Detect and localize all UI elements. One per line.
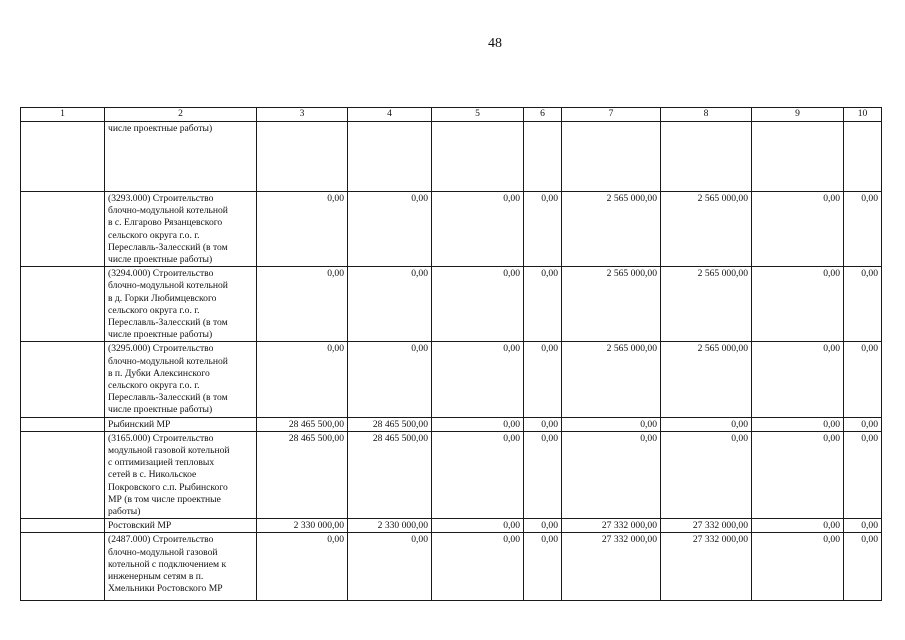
cell-col-1: [21, 417, 105, 431]
cell-col-3: 0,00: [257, 533, 348, 601]
cell-col-10: 0,00: [844, 431, 882, 518]
cell-col-8: 0,00: [661, 431, 752, 518]
description-line: Переславль-Залесский (в том: [108, 317, 228, 329]
budget-table: [20, 107, 882, 601]
description-line: Хмельники Ростовского МР: [108, 583, 223, 595]
cell-col-3: 2 330 000,00: [257, 519, 348, 533]
cell-col-10: 0,00: [844, 533, 882, 601]
description-line: числе проектные работы): [108, 123, 213, 134]
cell-col-10: 0,00: [844, 267, 882, 342]
cell-col-10: 0,00: [844, 519, 882, 533]
cell-col-4: 0,00: [348, 342, 432, 417]
header-cell-9: 9: [752, 108, 844, 122]
cell-col-10: 0,00: [844, 192, 882, 267]
cell-col-6: 0,00: [524, 533, 562, 601]
cell-col-7: [562, 122, 661, 192]
cell-col-4: 2 330 000,00: [348, 519, 432, 533]
description-line: работы): [108, 506, 141, 518]
cell-col-3: 28 465 500,00: [257, 431, 348, 518]
cell-col-10: 0,00: [844, 342, 882, 417]
header-cell-3: 3: [257, 108, 348, 122]
table-row: [21, 417, 882, 431]
cell-col-9: 0,00: [752, 342, 844, 417]
description-line: сельского округа г.о. г.: [108, 229, 200, 241]
cell-col-3: 0,00: [257, 192, 348, 267]
cell-col-1: [21, 533, 105, 601]
cell-col-1: [21, 267, 105, 342]
cell-col-7: 0,00: [562, 417, 661, 431]
description-line: Ростовский МР: [108, 520, 172, 532]
cell-col-9: 0,00: [752, 267, 844, 342]
header-cell-2: 2: [105, 108, 257, 122]
cell-description: [105, 192, 257, 267]
header-row: [21, 108, 882, 122]
cell-col-5: 0,00: [432, 431, 524, 518]
cell-description: [105, 431, 257, 518]
cell-col-4: 0,00: [348, 192, 432, 267]
table-row: [21, 533, 882, 601]
header-cell-10: 10: [844, 108, 882, 122]
cell-col-4: 28 465 500,00: [348, 431, 432, 518]
table-row: [21, 192, 882, 267]
cell-col-1: [21, 192, 105, 267]
cell-col-5: [432, 122, 524, 192]
cell-col-8: [661, 122, 752, 192]
description-line: числе проектные работы): [108, 404, 213, 416]
description-line: блочно-модульной котельной: [108, 355, 228, 367]
header-cell-7: 7: [562, 108, 661, 122]
cell-col-6: 0,00: [524, 192, 562, 267]
cell-col-8: 27 332 000,00: [661, 519, 752, 533]
cell-col-8: 2 565 000,00: [661, 342, 752, 417]
header-cell-4: 4: [348, 108, 432, 122]
cell-col-7: 2 565 000,00: [562, 192, 661, 267]
cell-col-6: 0,00: [524, 519, 562, 533]
cell-col-1: [21, 122, 105, 192]
cell-col-3: [257, 122, 348, 192]
description-line: в п. Дубки Алексинского: [108, 367, 210, 379]
table-body: [21, 122, 882, 601]
cell-col-9: 0,00: [752, 431, 844, 518]
cell-col-9: 0,00: [752, 417, 844, 431]
cell-col-8: 2 565 000,00: [661, 192, 752, 267]
description-line: числе проектные работы): [108, 329, 213, 341]
description-line: инженерным сетям в п.: [108, 571, 204, 583]
cell-col-5: 0,00: [432, 519, 524, 533]
cell-col-7: 0,00: [562, 431, 661, 518]
cell-description: [105, 122, 257, 192]
cell-col-1: [21, 342, 105, 417]
cell-col-8: 27 332 000,00: [661, 533, 752, 601]
cell-description: [105, 417, 257, 431]
cell-col-9: 0,00: [752, 192, 844, 267]
cell-col-5: 0,00: [432, 192, 524, 267]
cell-col-1: [21, 519, 105, 533]
cell-col-1: [21, 431, 105, 518]
description-line: (3295.000) Строительство: [108, 343, 214, 355]
description-line: Рыбинский МР: [108, 418, 171, 430]
description-line: (2487.000) Строительство: [108, 534, 214, 546]
cell-description: [105, 342, 257, 417]
cell-col-6: 0,00: [524, 417, 562, 431]
table-row: [21, 431, 882, 518]
cell-col-5: 0,00: [432, 533, 524, 601]
table-row: [21, 122, 882, 192]
cell-col-5: 0,00: [432, 267, 524, 342]
cell-col-4: 0,00: [348, 267, 432, 342]
cell-description: [105, 267, 257, 342]
cell-col-7: 2 565 000,00: [562, 342, 661, 417]
cell-description: [105, 533, 257, 601]
cell-col-3: 28 465 500,00: [257, 417, 348, 431]
description-line: Покровского с.п. Рыбинского: [108, 481, 228, 493]
description-line: в д. Горки Любимцевского: [108, 292, 217, 304]
description-line: в с. Елгарово Рязанцевского: [108, 217, 223, 229]
description-line: блочно-модульной котельной: [108, 205, 228, 217]
description-line: сельского округа г.о. г.: [108, 304, 200, 316]
cell-col-7: 27 332 000,00: [562, 533, 661, 601]
description-line: котельной с подключением к: [108, 558, 227, 570]
table-header: [21, 108, 882, 122]
table-row: [21, 342, 882, 417]
cell-col-7: 2 565 000,00: [562, 267, 661, 342]
cell-col-4: 0,00: [348, 533, 432, 601]
cell-col-8: 2 565 000,00: [661, 267, 752, 342]
table-row: [21, 519, 882, 533]
cell-col-5: 0,00: [432, 417, 524, 431]
description-line: блочно-модульной газовой: [108, 546, 218, 558]
description-line: Переславль-Залесский (в том: [108, 241, 228, 253]
description-line: МР (в том числе проектные: [108, 493, 221, 505]
page-number: 48: [488, 36, 502, 51]
cell-col-7: 27 332 000,00: [562, 519, 661, 533]
cell-col-9: [752, 122, 844, 192]
description-line: числе проектные работы): [108, 254, 213, 266]
description-line: сельского округа г.о. г.: [108, 380, 200, 392]
header-cell-8: 8: [661, 108, 752, 122]
cell-col-6: 0,00: [524, 267, 562, 342]
cell-col-10: [844, 122, 882, 192]
cell-col-4: [348, 122, 432, 192]
description-line: сетей в с. Никольское: [108, 469, 197, 481]
cell-col-3: 0,00: [257, 267, 348, 342]
description-line: (3165.000) Строительство: [108, 432, 214, 444]
header-cell-1: 1: [21, 108, 105, 122]
cell-col-8: 0,00: [661, 417, 752, 431]
description-line: модульной газовой котельной: [108, 445, 230, 457]
cell-col-10: 0,00: [844, 417, 882, 431]
table-row: [21, 267, 882, 342]
cell-col-9: 0,00: [752, 533, 844, 601]
description-line: с оптимизацией тепловых: [108, 457, 215, 469]
cell-col-9: 0,00: [752, 519, 844, 533]
description-line: Переславль-Залесский (в том: [108, 392, 228, 404]
description-line: (3293.000) Строительство: [108, 193, 214, 204]
cell-description: [105, 519, 257, 533]
description-line: блочно-модульной котельной: [108, 280, 228, 292]
header-cell-5: 5: [432, 108, 524, 122]
header-cell-6: 6: [524, 108, 562, 122]
cell-col-3: 0,00: [257, 342, 348, 417]
cell-col-6: 0,00: [524, 342, 562, 417]
description-line: (3294.000) Строительство: [108, 268, 214, 280]
cell-col-5: 0,00: [432, 342, 524, 417]
cell-col-6: 0,00: [524, 431, 562, 518]
cell-col-6: [524, 122, 562, 192]
cell-col-4: 28 465 500,00: [348, 417, 432, 431]
